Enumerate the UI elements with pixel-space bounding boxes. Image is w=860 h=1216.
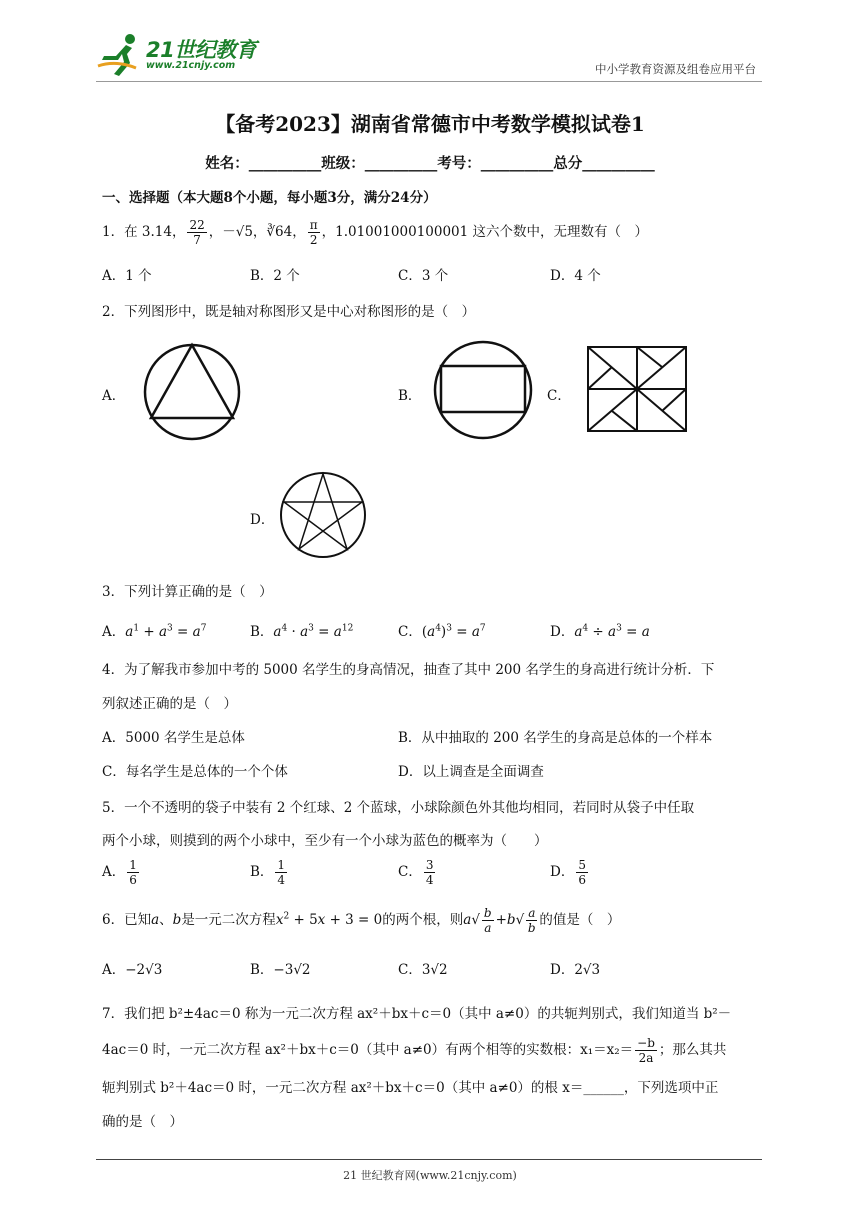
question-2: 2．下列图形中，既是轴对称图形又是中心对称图形的是（ ）: [102, 304, 476, 320]
q5-option-d[interactable]: D． $\frac{5}{6}$: [550, 858, 586, 887]
q1-option-d[interactable]: D．4 个: [550, 268, 601, 284]
q5-option-a[interactable]: A． $\frac{1}{6}$: [102, 858, 137, 887]
student-info-line: 姓名：__________班级：__________考号：__________总分__________: [205, 155, 655, 172]
fraction: $\frac{\pi}{2}$: [309, 218, 318, 247]
pinwheel-figure: [584, 343, 690, 435]
q5-option-c[interactable]: C． $\frac{3}{4}$: [398, 858, 434, 887]
brand-name: 21世纪教育: [146, 38, 257, 62]
q1-suffix: ，1.01001000100001 这六个数中，无理数有（ ）: [321, 224, 649, 240]
footer-text: 21 世纪教育网(www.21cnjy.com): [343, 1169, 517, 1182]
q1-option-a[interactable]: A．1 个: [102, 268, 152, 284]
circle-triangle-figure: [143, 342, 241, 442]
q4-option-a[interactable]: A．5000 名学生是总体: [102, 730, 245, 746]
q4-option-b[interactable]: B．从中抽取的 200 名学生的身高是总体的一个样本: [398, 730, 713, 746]
question-1: [102, 218, 648, 247]
q2-option-d[interactable]: D．: [250, 512, 275, 528]
brand-logo: [96, 30, 266, 80]
q2-option-a[interactable]: A．: [102, 388, 126, 404]
section-heading: 一、选择题（本大题8个小题，每小题3分，满分24分）: [102, 190, 437, 206]
q6-option-c[interactable]: C．3√2: [398, 962, 448, 978]
platform-name: 中小学教育资源及组卷应用平台: [595, 62, 756, 76]
question-5-line2: 两个小球，则摸到的两个小球中，至少有一个小球为蓝色的概率为（ ）: [102, 833, 548, 849]
q6-option-a[interactable]: A．−2√3: [102, 962, 163, 978]
q1-option-c[interactable]: C．3 个: [398, 268, 449, 284]
question-7-line2: 4ac＝0 时，一元二次方程 ax²＋bx＋c＝0（其中 a≠0）有两个相等的实数根：x₁＝x₂＝ $\frac{-b}{2a}$ ；那么其共: [102, 1036, 727, 1065]
q1-prefix: 1．在 3.14，: [102, 224, 186, 240]
question-5-line1: 5．一个不透明的袋子中装有 2 个红球、2 个蓝球，小球除颜色外其他均相同，若同时从袋子中任取: [102, 800, 695, 816]
q3-option-c[interactable]: C．$(a^4)^3 = a^7$: [398, 623, 486, 640]
q6-option-b[interactable]: B．−3√2: [250, 962, 311, 978]
fraction: $\frac{22}{7}$: [189, 218, 205, 247]
question-7-line1: 7．我们把 b²±4ac＝0 称为一元二次方程 ax²＋bx＋c＝0（其中 a≠0）的共轭判别式，我们知道当 b²－: [102, 1006, 732, 1022]
question-4-line1: 4．为了解我市参加中考的 5000 名学生的身高情况，抽查了其中 200 名学生的身高进行统计分析．下: [102, 662, 715, 678]
q2-option-c[interactable]: C．: [547, 388, 571, 404]
q5-option-b[interactable]: B． $\frac{1}{4}$: [250, 858, 286, 887]
circle-star-figure: [279, 471, 367, 559]
q1-mid: ，－√5，∛64，: [208, 224, 306, 240]
q3-option-d[interactable]: D．$a^4 \div a^3 = a$: [550, 623, 650, 640]
question-4-line2: 列叙述正确的是（ ）: [102, 696, 237, 712]
question-6: 6．已知a、b是一元二次方程$x^2 + 5x + 3 = 0$的两个根，则a√ $\frac{b}{a}$ +b√ $\frac{a}{b}$ 的值是（ ）: [102, 906, 621, 935]
question-7-line3: 轭判别式 b²＋4ac＝0 时，一元二次方程 ax²＋bx＋c＝0（其中 a≠0）的根 x＝______，下列选项中正: [102, 1080, 719, 1096]
header-divider: [96, 81, 762, 82]
footer-divider: [96, 1159, 762, 1160]
q1-option-b[interactable]: B．2 个: [250, 268, 300, 284]
q2-option-b[interactable]: B．: [398, 388, 422, 404]
q6-option-d[interactable]: D．2√3: [550, 962, 601, 978]
q3-option-b[interactable]: B．$a^4 \cdot a^3 = a^{12}$: [250, 623, 354, 640]
question-7-line4: 确的是（ ）: [102, 1114, 183, 1130]
q4-option-d[interactable]: D．以上调查是全面调查: [398, 764, 544, 780]
q3-option-a[interactable]: A．$a^1 + a^3 = a^7$: [102, 623, 207, 640]
q4-option-c[interactable]: C．每名学生是总体的一个个体: [102, 764, 288, 780]
page-title: 【备考2023】湖南省常德市中考数学模拟试卷1: [215, 112, 645, 136]
question-3: 3．下列计算正确的是（ ）: [102, 584, 273, 600]
runner-icon: [96, 32, 144, 78]
circle-rectangle-figure: [431, 339, 535, 441]
brand-url: www.21cnjy.com: [146, 60, 236, 71]
